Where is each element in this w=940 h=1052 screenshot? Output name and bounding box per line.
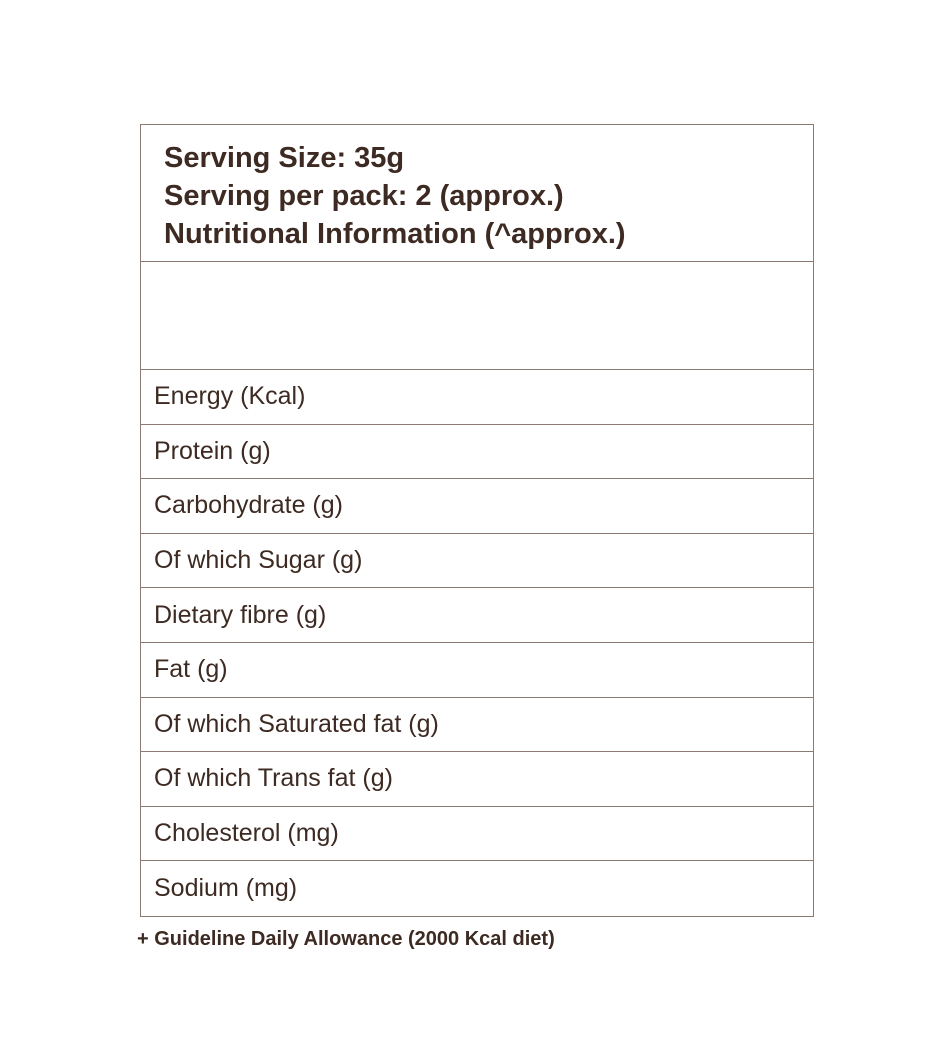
table-row: [141, 643, 813, 698]
serving-per-pack: Serving per pack: 2 (approx.): [164, 180, 564, 212]
table-row: [141, 370, 813, 425]
nutrient-label: Of which Saturated fat (g): [154, 709, 439, 738]
nutrient-label: Energy (Kcal): [154, 382, 306, 411]
nutrient-label: Of which Trans fat (g): [154, 764, 393, 793]
nutrient-label: Carbohydrate (g): [154, 491, 343, 520]
footnote: + Guideline Daily Allowance (2000 Kcal diet): [137, 928, 555, 950]
nutrient-label: Of which Sugar (g): [154, 546, 363, 575]
table-row: [141, 479, 813, 534]
nutritional-information-title: Nutritional Information (^approx.): [164, 218, 626, 250]
table-row: [141, 425, 813, 480]
nutrition-table: [140, 124, 814, 917]
nutrient-label: Dietary fibre (g): [154, 600, 327, 629]
table-row: [141, 807, 813, 862]
table-row: [141, 698, 813, 753]
table-row: [141, 534, 813, 589]
column-header-row: [141, 262, 813, 370]
table-header: [141, 125, 813, 262]
nutrient-label: Sodium (mg): [154, 874, 298, 903]
nutrient-label: Cholesterol (mg): [154, 819, 339, 848]
table-row: [141, 752, 813, 807]
nutrient-label: Protein (g): [154, 436, 271, 465]
nutrient-label: Fat (g): [154, 655, 228, 684]
serving-size: Serving Size: 35g: [164, 142, 405, 174]
table-row: [141, 588, 813, 643]
table-row: [141, 861, 813, 916]
